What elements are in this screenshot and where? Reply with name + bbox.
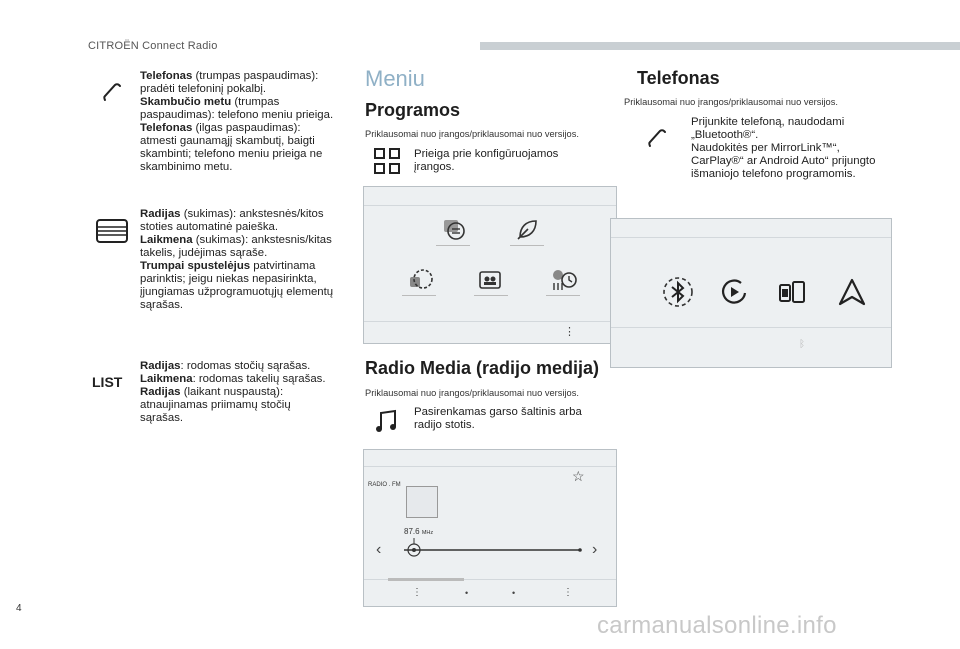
svg-text:›: › bbox=[592, 541, 598, 558]
radio-screen bbox=[363, 449, 617, 607]
rotary-knob-icon bbox=[96, 218, 128, 244]
programs-description: Prieiga prie konfigūruojamos įrangos. bbox=[414, 148, 559, 173]
active-tab-indicator bbox=[388, 578, 464, 581]
bluetooth-small-icon: ᛒ bbox=[799, 339, 805, 350]
frequency-readout: 87.6 MHz bbox=[404, 527, 434, 536]
telephone-note: Priklausomai nuo įrangos/priklausomai nuo versijos. bbox=[624, 97, 838, 107]
radio-media-description: Pasirenkamas garso šaltinis arba radijo stotis. bbox=[414, 406, 582, 431]
programs-heading: Programos bbox=[365, 100, 461, 120]
vehicle-settings-icon bbox=[408, 267, 434, 293]
list-line: Radijas (laikant nuspaustą): atnaujinamas priimamų stočių sąrašas. bbox=[140, 386, 291, 424]
media-options-icon: ⋮ bbox=[563, 587, 573, 598]
phone-line: Skambučio metu (trumpas paspaudimas): telefono meniu prieiga. bbox=[140, 96, 334, 121]
radio-knob-description bbox=[140, 208, 336, 312]
connected-apps-icon bbox=[442, 217, 468, 243]
header-bar bbox=[480, 42, 960, 50]
climate-timer-icon bbox=[550, 267, 578, 293]
phone-icon bbox=[645, 126, 669, 150]
phone-line: Telefonas (trumpas paspaudimas): pradėti telefoninį pokalbį. bbox=[140, 70, 319, 95]
contacts-card-icon bbox=[478, 269, 502, 291]
list-button-label: LIST bbox=[92, 374, 123, 390]
eco-leaf-icon bbox=[514, 217, 540, 243]
list-button-description bbox=[140, 360, 336, 425]
radio-band-label: RADIO . FM bbox=[368, 482, 401, 488]
list-line: Laikmena: rodomas takelių sąrašas. bbox=[140, 373, 326, 385]
tab-dot-icon: • bbox=[512, 588, 516, 598]
telephone-screen bbox=[610, 218, 892, 368]
frequency-slider[interactable] bbox=[374, 536, 606, 562]
bluetooth-icon bbox=[661, 275, 695, 309]
programs-note: Priklausomai nuo įrangos/priklausomai nuo versijos. bbox=[365, 129, 579, 139]
radio-line: Trumpai spustelėjus patvirtinama parinktis; jeigu niekas nepasirinkta, įjungiamas užprogramuotųjų elementų sąrašas. bbox=[140, 260, 334, 311]
watermark: carmanualsonline.info bbox=[597, 612, 837, 639]
android-auto-icon bbox=[837, 277, 867, 307]
telephone-heading: Telefonas bbox=[637, 68, 720, 88]
mirrorlink-icon bbox=[777, 277, 807, 307]
station-artwork bbox=[406, 486, 438, 518]
more-options-icon: ⋮ bbox=[564, 326, 575, 338]
tab-dot-icon: • bbox=[465, 588, 469, 598]
apps-grid-icon bbox=[374, 148, 400, 174]
svg-text:‹: ‹ bbox=[376, 541, 382, 558]
music-note-icon bbox=[374, 408, 400, 434]
carplay-icon bbox=[719, 277, 749, 307]
radio-media-heading: Radio Media (radijo medija) bbox=[365, 358, 600, 378]
radio-line: Laikmena (sukimas): ankstesnis/kitas takelis, judėjimas sąraše. bbox=[140, 234, 332, 259]
phone-icon bbox=[100, 80, 124, 104]
page-header-title: CITROËN Connect Radio bbox=[88, 40, 218, 52]
radio-media-note: Priklausomai nuo įrangos/priklausomai nuo versijos. bbox=[365, 388, 579, 398]
list-line: Radijas: rodomas stočių sąrašas. bbox=[140, 360, 311, 372]
page-number: 4 bbox=[16, 603, 22, 614]
applications-screen bbox=[363, 186, 617, 344]
menu-title: Meniu bbox=[365, 66, 425, 91]
radio-line: Radijas (sukimas): ankstesnės/kitos stoties automatinė paieška. bbox=[140, 208, 324, 233]
telephone-description: Prijunkite telefoną, naudodami „Bluetooth®“. Naudokitės per MirrorLink™“, CarPlay®“ ar Android Auto“ prijungto išmaniojo telefono programomis. bbox=[691, 116, 876, 180]
favorite-star-icon: ☆ bbox=[572, 468, 585, 484]
phone-line: Telefonas (ilgas paspaudimas): atmesti gaunamąjį skambutį, baigti skambinti; telefono meniu prieiga ne skambinimo metu. bbox=[140, 122, 323, 173]
phone-button-description bbox=[140, 70, 336, 174]
radio-options-icon: ⋮ bbox=[412, 587, 422, 598]
